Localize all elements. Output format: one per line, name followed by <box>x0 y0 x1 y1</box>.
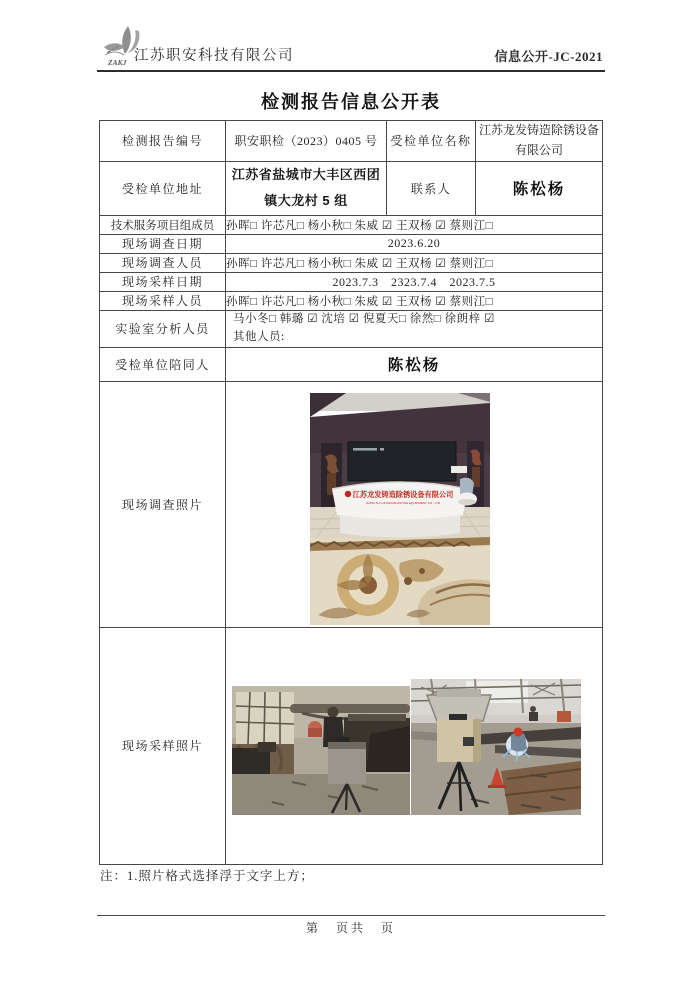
survey-photo-lobby <box>310 393 490 625</box>
row-sampling-date <box>100 272 603 291</box>
project-team-checkboxes: 孙晖□ 许芯凡□ 杨小秋□ 朱威 ☑ 王双杨 ☑ 蔡则江□ <box>226 215 603 234</box>
row-survey-staff <box>100 253 603 272</box>
document-header <box>97 22 605 72</box>
unit-name-label: 受检单位名称 <box>387 121 476 162</box>
row-survey-date <box>100 234 603 253</box>
survey-staff-checkboxes: 孙晖□ 许芯凡□ 杨小秋□ 朱威 ☑ 王双杨 ☑ 蔡则江□ <box>226 253 603 272</box>
contact-label: 联系人 <box>387 161 476 215</box>
document-code: 信息公开-JC-2021 <box>494 49 603 64</box>
lab-staff-label: 实验室分析人员 <box>100 310 226 347</box>
contact-value: 陈松杨 <box>476 161 603 215</box>
unit-name-value: 江苏龙发铸造除锈设备有限公司 <box>476 121 603 162</box>
survey-photo-cell <box>226 381 603 627</box>
lab-staff-others: 其他人员: <box>233 330 285 343</box>
footer-divider <box>97 915 605 916</box>
footnote: 注：1.照片格式选择浮于文字上方； <box>100 869 314 883</box>
lab-staff-cell <box>226 310 603 347</box>
sampling-date-label: 现场采样日期 <box>100 272 226 291</box>
survey-staff-label: 现场调查人员 <box>100 253 226 272</box>
disclosure-table <box>99 120 603 865</box>
logo-text: ZAKJ <box>108 58 127 67</box>
report-no-label: 检测报告编号 <box>100 121 226 162</box>
row-survey-photo <box>100 381 603 627</box>
companion-label: 受检单位陪同人 <box>100 347 226 381</box>
sampling-staff-checkboxes: 孙晖□ 许芯凡□ 杨小秋□ 朱威 ☑ 王双杨 ☑ 蔡则江□ <box>226 291 603 310</box>
sampling-photo-right <box>411 679 581 815</box>
sampling-photo-cell <box>226 627 603 864</box>
row-report-no <box>100 121 603 162</box>
sampling-date-value: 2023.7.3 2323.7.4 2023.7.5 <box>226 272 603 291</box>
row-companion <box>100 347 603 381</box>
sampling-photo-left <box>232 686 410 815</box>
row-lab-staff <box>100 310 603 347</box>
desk-company-subtext: JIANG SU LONGFA BLASTING EQUIPMENT CO., LTD <box>365 501 441 505</box>
survey-date-value: 2023.6.20 <box>226 234 603 253</box>
report-no-value: 职安职检（2023）0405 号 <box>226 121 387 162</box>
company-name: 江苏职安科技有限公司 <box>134 48 294 64</box>
project-team-label: 技术服务项目组成员 <box>100 215 226 234</box>
sampling-photo-label: 现场采样照片 <box>100 627 226 864</box>
row-sampling-staff <box>100 291 603 310</box>
survey-date-label: 现场调查日期 <box>100 234 226 253</box>
unit-address-value: 江苏省盐城市大丰区西团镇大龙村 5 组 <box>226 161 387 215</box>
row-address <box>100 161 603 215</box>
companion-value: 陈松杨 <box>226 347 603 381</box>
page-title: 检测报告信息公开表 <box>261 92 441 112</box>
unit-address-label: 受检单位地址 <box>100 161 226 215</box>
page-number: 第 页共 页 <box>305 921 396 935</box>
survey-photo-label: 现场调查照片 <box>100 381 226 627</box>
desk-company-text: 江苏龙发铸造除锈设备有限公司 <box>352 491 454 499</box>
lab-staff-checkboxes: 马小冬□ 韩璐 ☑ 沈培 ☑ 倪夏天□ 徐然□ 徐朗梓 ☑ <box>233 312 495 325</box>
row-project-team <box>100 215 603 234</box>
row-sampling-photo <box>100 627 603 864</box>
sampling-staff-label: 现场采样人员 <box>100 291 226 310</box>
